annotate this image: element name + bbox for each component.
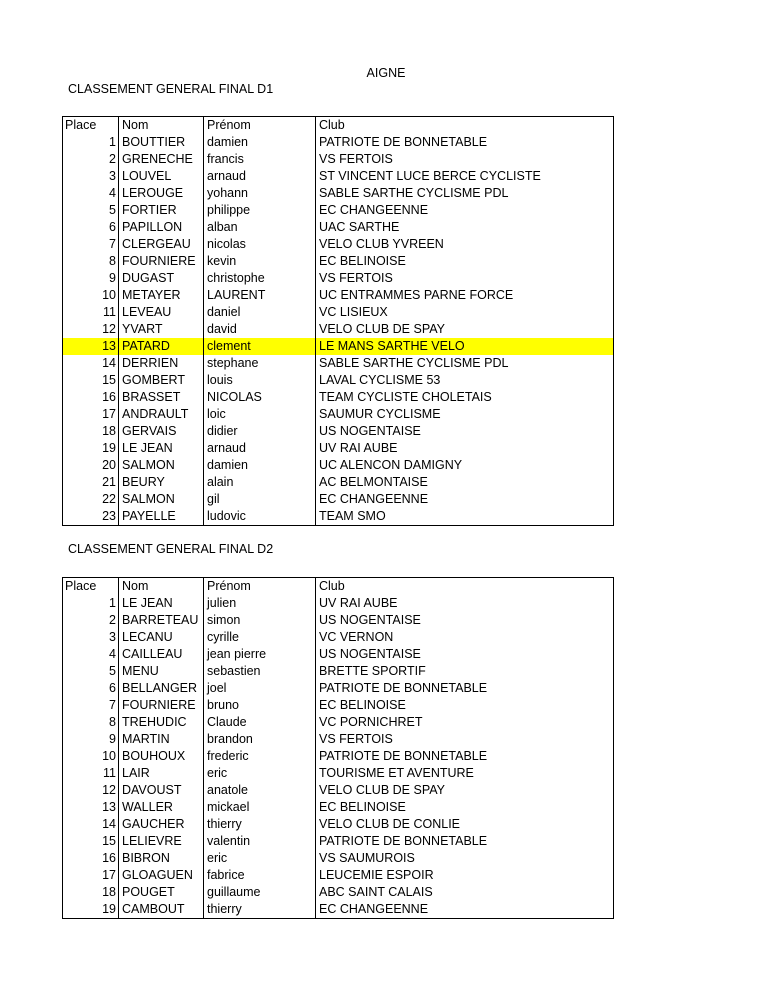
- cell-club: TEAM CYCLISTE CHOLETAIS: [316, 389, 614, 406]
- cell-club: EC BELINOISE: [316, 253, 614, 270]
- cell-club: VELO CLUB DE SPAY: [316, 782, 614, 799]
- cell-place: 16: [63, 389, 119, 406]
- table-row: [63, 508, 614, 526]
- cell-place: 15: [63, 833, 119, 850]
- cell-place: 3: [63, 168, 119, 185]
- table-row: [63, 474, 614, 491]
- cell-place: 2: [63, 151, 119, 168]
- cell-nom: BOUTTIER: [119, 134, 204, 151]
- header-prenom: Prénom: [204, 578, 316, 596]
- cell-nom: BELLANGER: [119, 680, 204, 697]
- cell-nom: LECANU: [119, 629, 204, 646]
- cell-club: TEAM SMO: [316, 508, 614, 526]
- cell-prenom: LAURENT: [204, 287, 316, 304]
- cell-nom: LAIR: [119, 765, 204, 782]
- cell-prenom: frederic: [204, 748, 316, 765]
- table-row: [63, 491, 614, 508]
- cell-place: 11: [63, 304, 119, 321]
- cell-prenom: louis: [204, 372, 316, 389]
- cell-place: 1: [63, 134, 119, 151]
- cell-prenom: sebastien: [204, 663, 316, 680]
- table-row: [63, 151, 614, 168]
- cell-club: LEUCEMIE ESPOIR: [316, 867, 614, 884]
- cell-club: PATRIOTE DE BONNETABLE: [316, 833, 614, 850]
- cell-place: 19: [63, 901, 119, 919]
- table-row: [63, 406, 614, 423]
- cell-nom: ANDRAULT: [119, 406, 204, 423]
- results-table-d2: [62, 577, 614, 919]
- table-row: [63, 680, 614, 697]
- table-row: [63, 185, 614, 202]
- cell-place: 19: [63, 440, 119, 457]
- cell-prenom: clement: [204, 338, 316, 355]
- table-row: [63, 287, 614, 304]
- cell-nom: MARTIN: [119, 731, 204, 748]
- cell-nom: FORTIER: [119, 202, 204, 219]
- cell-place: 23: [63, 508, 119, 526]
- cell-prenom: francis: [204, 151, 316, 168]
- table-row: [63, 321, 614, 338]
- cell-place: 8: [63, 714, 119, 731]
- cell-club: EC CHANGEENNE: [316, 202, 614, 219]
- cell-place: 18: [63, 423, 119, 440]
- cell-nom: FOURNIERE: [119, 697, 204, 714]
- cell-nom: LEVEAU: [119, 304, 204, 321]
- cell-club: ABC SAINT CALAIS: [316, 884, 614, 901]
- cell-place: 2: [63, 612, 119, 629]
- cell-nom: DERRIEN: [119, 355, 204, 372]
- cell-club: SABLE SARTHE CYCLISME PDL: [316, 355, 614, 372]
- cell-prenom: bruno: [204, 697, 316, 714]
- cell-club: ST VINCENT LUCE BERCE CYCLISTE: [316, 168, 614, 185]
- cell-prenom: alban: [204, 219, 316, 236]
- table-header-row: [63, 578, 614, 596]
- table-row: [63, 253, 614, 270]
- cell-place: 1: [63, 595, 119, 612]
- cell-nom: GLOAGUEN: [119, 867, 204, 884]
- cell-nom: GERVAIS: [119, 423, 204, 440]
- section-title-d1: CLASSEMENT GENERAL FINAL D1: [68, 82, 274, 96]
- cell-place: 10: [63, 287, 119, 304]
- cell-club: US NOGENTAISE: [316, 423, 614, 440]
- cell-club: EC CHANGEENNE: [316, 491, 614, 508]
- cell-club: EC BELINOISE: [316, 799, 614, 816]
- table-row: [63, 765, 614, 782]
- cell-prenom: arnaud: [204, 440, 316, 457]
- header-club: Club: [316, 117, 614, 135]
- cell-prenom: kevin: [204, 253, 316, 270]
- cell-nom: WALLER: [119, 799, 204, 816]
- table-row: [63, 612, 614, 629]
- cell-club: VS FERTOIS: [316, 731, 614, 748]
- cell-place: 17: [63, 406, 119, 423]
- cell-club: LE MANS SARTHE VELO: [316, 338, 614, 355]
- cell-place: 5: [63, 202, 119, 219]
- cell-place: 11: [63, 765, 119, 782]
- table-row: [63, 731, 614, 748]
- cell-club: VELO CLUB DE CONLIE: [316, 816, 614, 833]
- cell-place: 15: [63, 372, 119, 389]
- table-row: [63, 389, 614, 406]
- cell-prenom: christophe: [204, 270, 316, 287]
- cell-prenom: joel: [204, 680, 316, 697]
- cell-prenom: damien: [204, 457, 316, 474]
- cell-prenom: gil: [204, 491, 316, 508]
- cell-nom: PATARD: [119, 338, 204, 355]
- cell-nom: BARRETEAU: [119, 612, 204, 629]
- cell-place: 9: [63, 731, 119, 748]
- cell-nom: LE JEAN: [119, 440, 204, 457]
- cell-club: SAUMUR CYCLISME: [316, 406, 614, 423]
- cell-nom: LEROUGE: [119, 185, 204, 202]
- cell-place: 6: [63, 680, 119, 697]
- table-row: [63, 714, 614, 731]
- cell-club: SABLE SARTHE CYCLISME PDL: [316, 185, 614, 202]
- cell-club: EC BELINOISE: [316, 697, 614, 714]
- cell-club: VC PORNICHRET: [316, 714, 614, 731]
- table-row: [63, 270, 614, 287]
- cell-place: 14: [63, 355, 119, 372]
- table-row-highlighted: [63, 338, 614, 355]
- cell-club: VC VERNON: [316, 629, 614, 646]
- cell-place: 5: [63, 663, 119, 680]
- table-row: [63, 884, 614, 901]
- cell-prenom: cyrille: [204, 629, 316, 646]
- cell-prenom: nicolas: [204, 236, 316, 253]
- cell-place: 17: [63, 867, 119, 884]
- cell-prenom: eric: [204, 765, 316, 782]
- cell-prenom: simon: [204, 612, 316, 629]
- cell-prenom: thierry: [204, 901, 316, 919]
- cell-club: VS FERTOIS: [316, 270, 614, 287]
- cell-prenom: valentin: [204, 833, 316, 850]
- table-row: [63, 168, 614, 185]
- table-row: [63, 833, 614, 850]
- cell-club: VELO CLUB YVREEN: [316, 236, 614, 253]
- cell-nom: SALMON: [119, 491, 204, 508]
- cell-nom: PAPILLON: [119, 219, 204, 236]
- cell-place: 12: [63, 321, 119, 338]
- cell-nom: GAUCHER: [119, 816, 204, 833]
- cell-club: PATRIOTE DE BONNETABLE: [316, 748, 614, 765]
- cell-nom: FOURNIERE: [119, 253, 204, 270]
- cell-prenom: damien: [204, 134, 316, 151]
- header-prenom: Prénom: [204, 117, 316, 135]
- cell-club: UV RAI AUBE: [316, 440, 614, 457]
- table-row: [63, 372, 614, 389]
- cell-club: US NOGENTAISE: [316, 646, 614, 663]
- cell-place: 8: [63, 253, 119, 270]
- header-place: Place: [63, 578, 119, 596]
- cell-club: AC BELMONTAISE: [316, 474, 614, 491]
- table-row: [63, 646, 614, 663]
- table-row: [63, 423, 614, 440]
- cell-club: PATRIOTE DE BONNETABLE: [316, 134, 614, 151]
- header-nom: Nom: [119, 578, 204, 596]
- cell-nom: MENU: [119, 663, 204, 680]
- cell-prenom: mickael: [204, 799, 316, 816]
- cell-prenom: Claude: [204, 714, 316, 731]
- cell-place: 12: [63, 782, 119, 799]
- table-row: [63, 629, 614, 646]
- cell-prenom: didier: [204, 423, 316, 440]
- cell-prenom: fabrice: [204, 867, 316, 884]
- cell-place: 6: [63, 219, 119, 236]
- table-row: [63, 748, 614, 765]
- cell-prenom: loic: [204, 406, 316, 423]
- cell-nom: METAYER: [119, 287, 204, 304]
- cell-place: 13: [63, 799, 119, 816]
- cell-club: PATRIOTE DE BONNETABLE: [316, 680, 614, 697]
- cell-nom: DAVOUST: [119, 782, 204, 799]
- header-club: Club: [316, 578, 614, 596]
- cell-nom: CLERGEAU: [119, 236, 204, 253]
- table-row: [63, 457, 614, 474]
- cell-place: 9: [63, 270, 119, 287]
- cell-prenom: NICOLAS: [204, 389, 316, 406]
- cell-place: 3: [63, 629, 119, 646]
- cell-club: LAVAL CYCLISME 53: [316, 372, 614, 389]
- cell-nom: BOUHOUX: [119, 748, 204, 765]
- header-nom: Nom: [119, 117, 204, 135]
- table-row: [63, 219, 614, 236]
- cell-nom: LE JEAN: [119, 595, 204, 612]
- cell-nom: GOMBERT: [119, 372, 204, 389]
- cell-place: 7: [63, 236, 119, 253]
- results-table-d1: [62, 116, 614, 526]
- table-row: [63, 595, 614, 612]
- cell-nom: CAMBOUT: [119, 901, 204, 919]
- cell-prenom: guillaume: [204, 884, 316, 901]
- cell-prenom: brandon: [204, 731, 316, 748]
- cell-club: US NOGENTAISE: [316, 612, 614, 629]
- cell-prenom: anatole: [204, 782, 316, 799]
- section-title-d2: CLASSEMENT GENERAL FINAL D2: [68, 542, 274, 556]
- cell-place: 22: [63, 491, 119, 508]
- cell-nom: YVART: [119, 321, 204, 338]
- cell-place: 4: [63, 646, 119, 663]
- table-row: [63, 236, 614, 253]
- cell-club: VELO CLUB DE SPAY: [316, 321, 614, 338]
- cell-nom: POUGET: [119, 884, 204, 901]
- cell-club: UAC SARTHE: [316, 219, 614, 236]
- cell-prenom: arnaud: [204, 168, 316, 185]
- cell-nom: CAILLEAU: [119, 646, 204, 663]
- cell-nom: BIBRON: [119, 850, 204, 867]
- table-row: [63, 850, 614, 867]
- table-row: [63, 867, 614, 884]
- cell-place: 16: [63, 850, 119, 867]
- cell-club: UC ENTRAMMES PARNE FORCE: [316, 287, 614, 304]
- table-row: [63, 202, 614, 219]
- table-row: [63, 697, 614, 714]
- header-place: Place: [63, 117, 119, 135]
- table-row: [63, 440, 614, 457]
- cell-prenom: julien: [204, 595, 316, 612]
- cell-prenom: eric: [204, 850, 316, 867]
- cell-place: 18: [63, 884, 119, 901]
- cell-prenom: alain: [204, 474, 316, 491]
- cell-prenom: yohann: [204, 185, 316, 202]
- cell-place: 13: [63, 338, 119, 355]
- cell-club: UC ALENCON DAMIGNY: [316, 457, 614, 474]
- table-row: [63, 663, 614, 680]
- table-row: [63, 134, 614, 151]
- cell-prenom: daniel: [204, 304, 316, 321]
- cell-prenom: philippe: [204, 202, 316, 219]
- table-row: [63, 901, 614, 919]
- cell-nom: SALMON: [119, 457, 204, 474]
- cell-club: UV RAI AUBE: [316, 595, 614, 612]
- table-row: [63, 782, 614, 799]
- cell-place: 21: [63, 474, 119, 491]
- cell-club: VC LISIEUX: [316, 304, 614, 321]
- cell-place: 4: [63, 185, 119, 202]
- table-row: [63, 355, 614, 372]
- cell-club: VS FERTOIS: [316, 151, 614, 168]
- cell-place: 20: [63, 457, 119, 474]
- table-row: [63, 304, 614, 321]
- cell-club: BRETTE SPORTIF: [316, 663, 614, 680]
- table-header-row: [63, 117, 614, 135]
- cell-nom: GRENECHE: [119, 151, 204, 168]
- cell-prenom: thierry: [204, 816, 316, 833]
- cell-prenom: stephane: [204, 355, 316, 372]
- cell-nom: LELIEVRE: [119, 833, 204, 850]
- page-title: AIGNE: [366, 66, 406, 80]
- cell-nom: BEURY: [119, 474, 204, 491]
- cell-club: EC CHANGEENNE: [316, 901, 614, 919]
- cell-prenom: david: [204, 321, 316, 338]
- table-row: [63, 799, 614, 816]
- cell-place: 14: [63, 816, 119, 833]
- table-row: [63, 816, 614, 833]
- cell-prenom: ludovic: [204, 508, 316, 526]
- cell-place: 7: [63, 697, 119, 714]
- cell-nom: DUGAST: [119, 270, 204, 287]
- cell-nom: BRASSET: [119, 389, 204, 406]
- cell-place: 10: [63, 748, 119, 765]
- cell-club: TOURISME ET AVENTURE: [316, 765, 614, 782]
- cell-club: VS SAUMUROIS: [316, 850, 614, 867]
- cell-nom: TREHUDIC: [119, 714, 204, 731]
- cell-nom: PAYELLE: [119, 508, 204, 526]
- cell-prenom: jean pierre: [204, 646, 316, 663]
- cell-nom: LOUVEL: [119, 168, 204, 185]
